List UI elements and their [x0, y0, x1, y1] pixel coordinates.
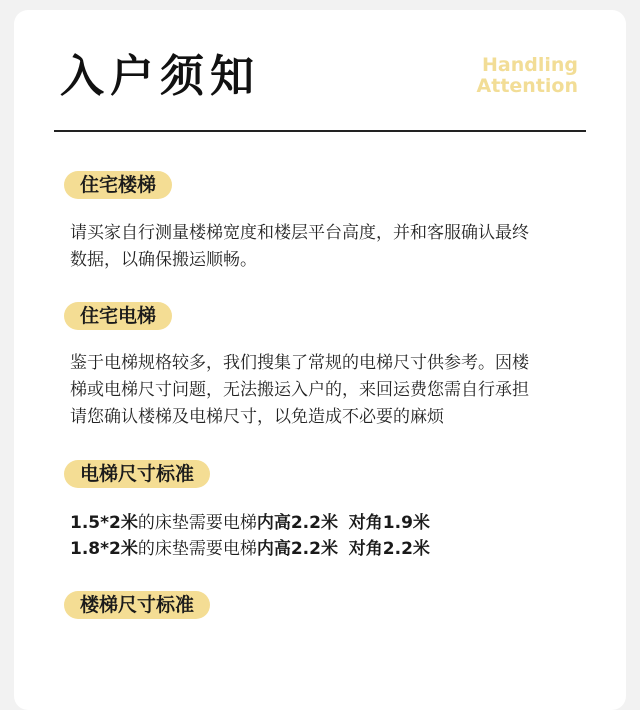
page-title: 入户须知 [60, 51, 260, 102]
title-en-line1: Handling [481, 54, 578, 76]
section-tag-stairs-size: 楼梯尺寸标准 [64, 591, 210, 619]
header [14, 10, 626, 132]
mattress-size: 1.5*2米 [70, 513, 138, 533]
text-line: 梯或电梯尺寸问题，无法搬运入户的，来回运费您需自行承担 [70, 380, 529, 400]
elevator-height: 内高2.2米 [256, 539, 338, 559]
text-line: 请您确认楼梯及电梯尺寸，以免造成不必要的麻烦 [70, 407, 444, 427]
section-tag-stairs: 住宅楼梯 [64, 171, 172, 199]
elevator-diagonal: 对角2.2米 [348, 539, 430, 559]
text-line: 鉴于电梯规格较多，我们搜集了常规的电梯尺寸供参考。因楼 [70, 353, 529, 373]
spec-row [70, 536, 590, 562]
title-en-line2: Attention [476, 75, 578, 97]
section-tag-elevator-size: 电梯尺寸标准 [64, 460, 210, 488]
text-line: 请买家自行测量楼梯宽度和楼层平台高度，并和客服确认最终 [70, 223, 529, 243]
elevator-height: 内高2.2米 [256, 513, 338, 533]
elevator-spec-list [70, 510, 590, 562]
stairs-description [70, 220, 590, 274]
page-title-english [477, 55, 578, 97]
elevator-description [70, 350, 590, 431]
header-divider [54, 130, 586, 132]
mattress-size: 1.8*2米 [70, 539, 138, 559]
spec-row [70, 510, 590, 536]
spec-mid: 的床垫需要电梯 [137, 513, 257, 533]
text-line: 数据，以确保搬运顺畅。 [70, 250, 257, 270]
spec-mid: 的床垫需要电梯 [137, 539, 257, 559]
notice-card [14, 10, 626, 710]
elevator-diagonal: 对角1.9米 [348, 513, 430, 533]
section-tag-elevator: 住宅电梯 [64, 302, 172, 330]
